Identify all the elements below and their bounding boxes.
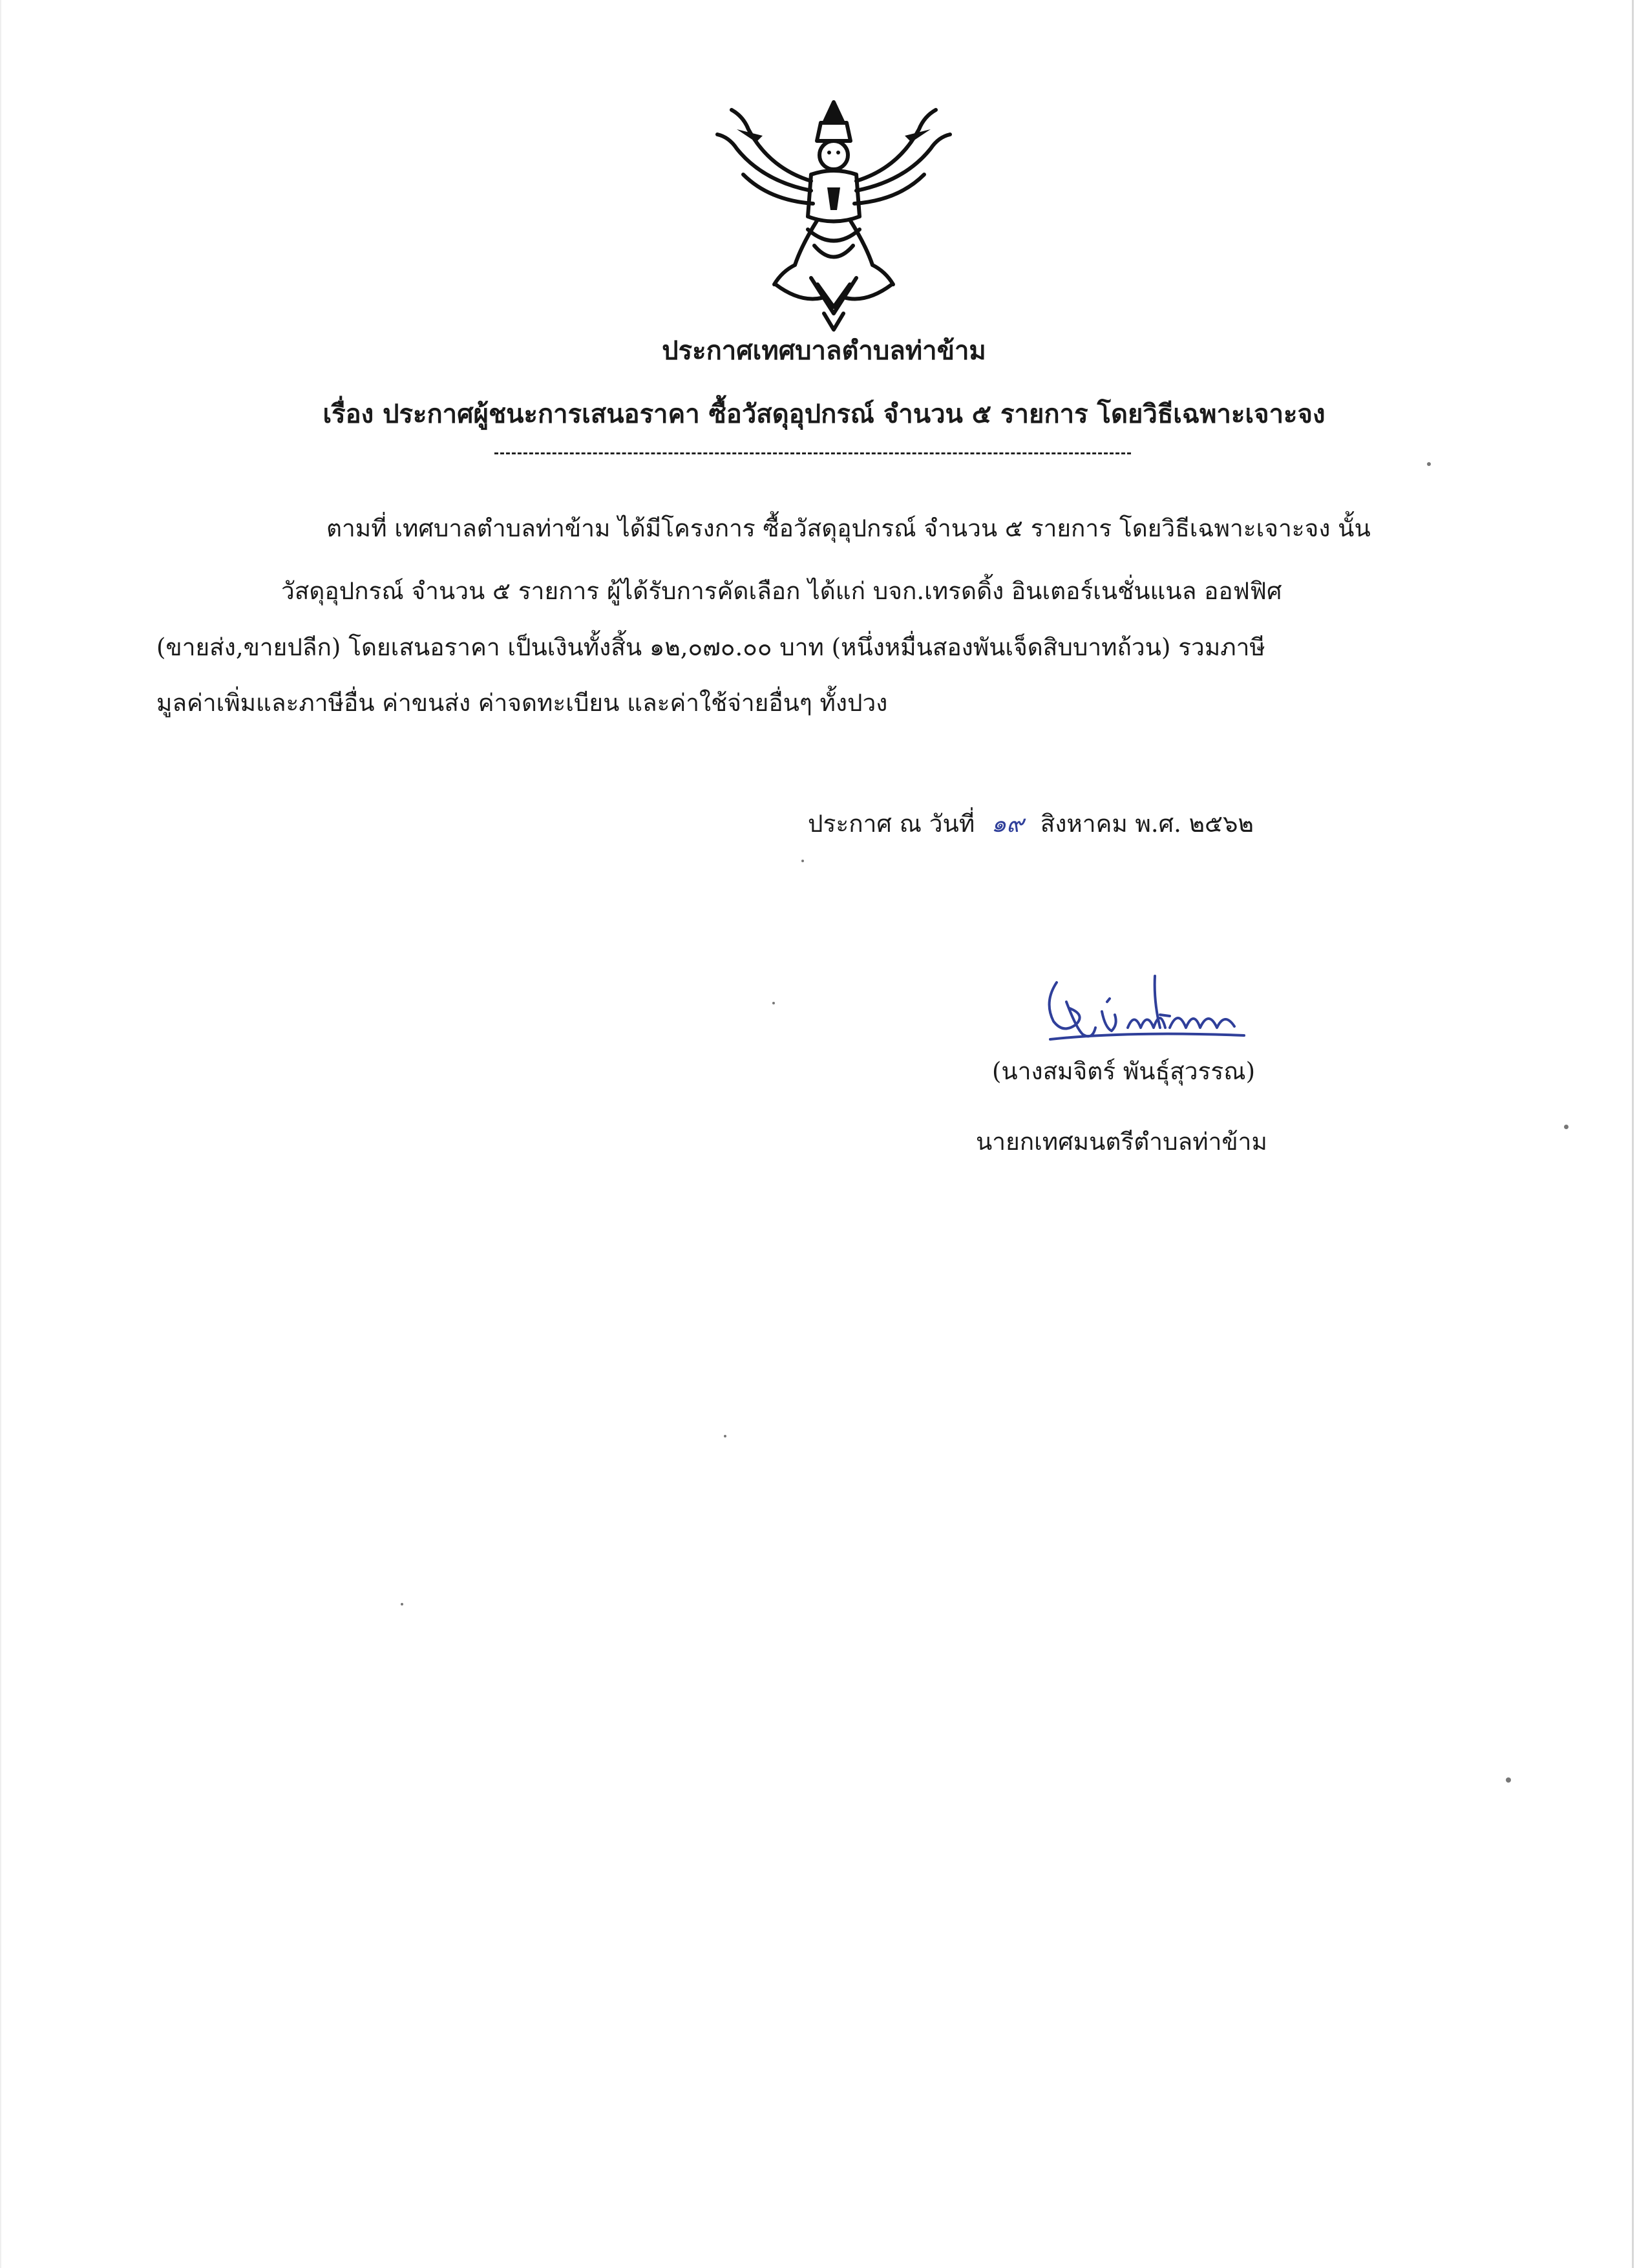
subject-title: เรื่อง ประกาศผู้ชนะการเสนอราคา ซื้อวัสดุอุปกรณ์ จำนวน ๕ รายการ โดยวิธีเฉพาะเจาะจง (322, 399, 1326, 429)
title-divider (494, 452, 1131, 454)
body-line-1: ตามที่ เทศบาลตำบลท่าข้าม ได้มีโครงการ ซื้อวัสดุอุปกรณ์ จำนวน ๕ รายการ โดยวิธีเฉพาะเจาะจง นั้น (326, 514, 1371, 542)
body-line-2: วัสดุอุปกรณ์ จำนวน ๕ รายการ ผู้ได้รับการคัดเลือก ได้แก่ บจก.เทรดดิ้ง อินเตอร์เนชั่นแนล ออฟฟิศ (281, 577, 1282, 605)
scan-speck (772, 1002, 775, 1004)
announcement-date (808, 805, 1254, 843)
signer-position: นายกเทศมนตรีตำบลท่าข้าม (976, 1128, 1267, 1156)
scan-speck (724, 1435, 726, 1437)
signer-name: (นางสมจิตร์ พันธุ์สุวรรณ) (992, 1057, 1256, 1085)
scan-speck (1564, 1125, 1569, 1129)
scan-speck (1506, 1777, 1511, 1783)
garuda-emblem-icon (698, 90, 969, 336)
date-prefix: ประกาศ ณ วันที่ (808, 810, 975, 838)
scan-speck (401, 1603, 403, 1606)
date-month-year: สิงหาคม พ.ศ. ๒๕๖๒ (1040, 810, 1254, 838)
body-line-4: มูลค่าเพิ่มและภาษีอื่น ค่าขนส่ง ค่าจดทะเบียน และค่าใช้จ่ายอื่นๆ ทั้งปวง (156, 689, 888, 717)
scan-speck (1427, 462, 1431, 466)
handwritten-signature-icon (1031, 963, 1257, 1054)
organization-title: ประกาศเทศบาลตำบลท่าข้าม (662, 335, 986, 366)
date-day: ๑๙ (991, 810, 1024, 838)
scan-speck (801, 860, 804, 862)
body-line-3: (ขายส่ง,ขายปลีก) โดยเสนอราคา เป็นเงินทั้งสิ้น ๑๒,๐๗๐.๐๐ บาท (หนึ่งหมื่นสองพันเจ็ดสิบบาทถ้วน) รวมภาษี (156, 633, 1265, 661)
